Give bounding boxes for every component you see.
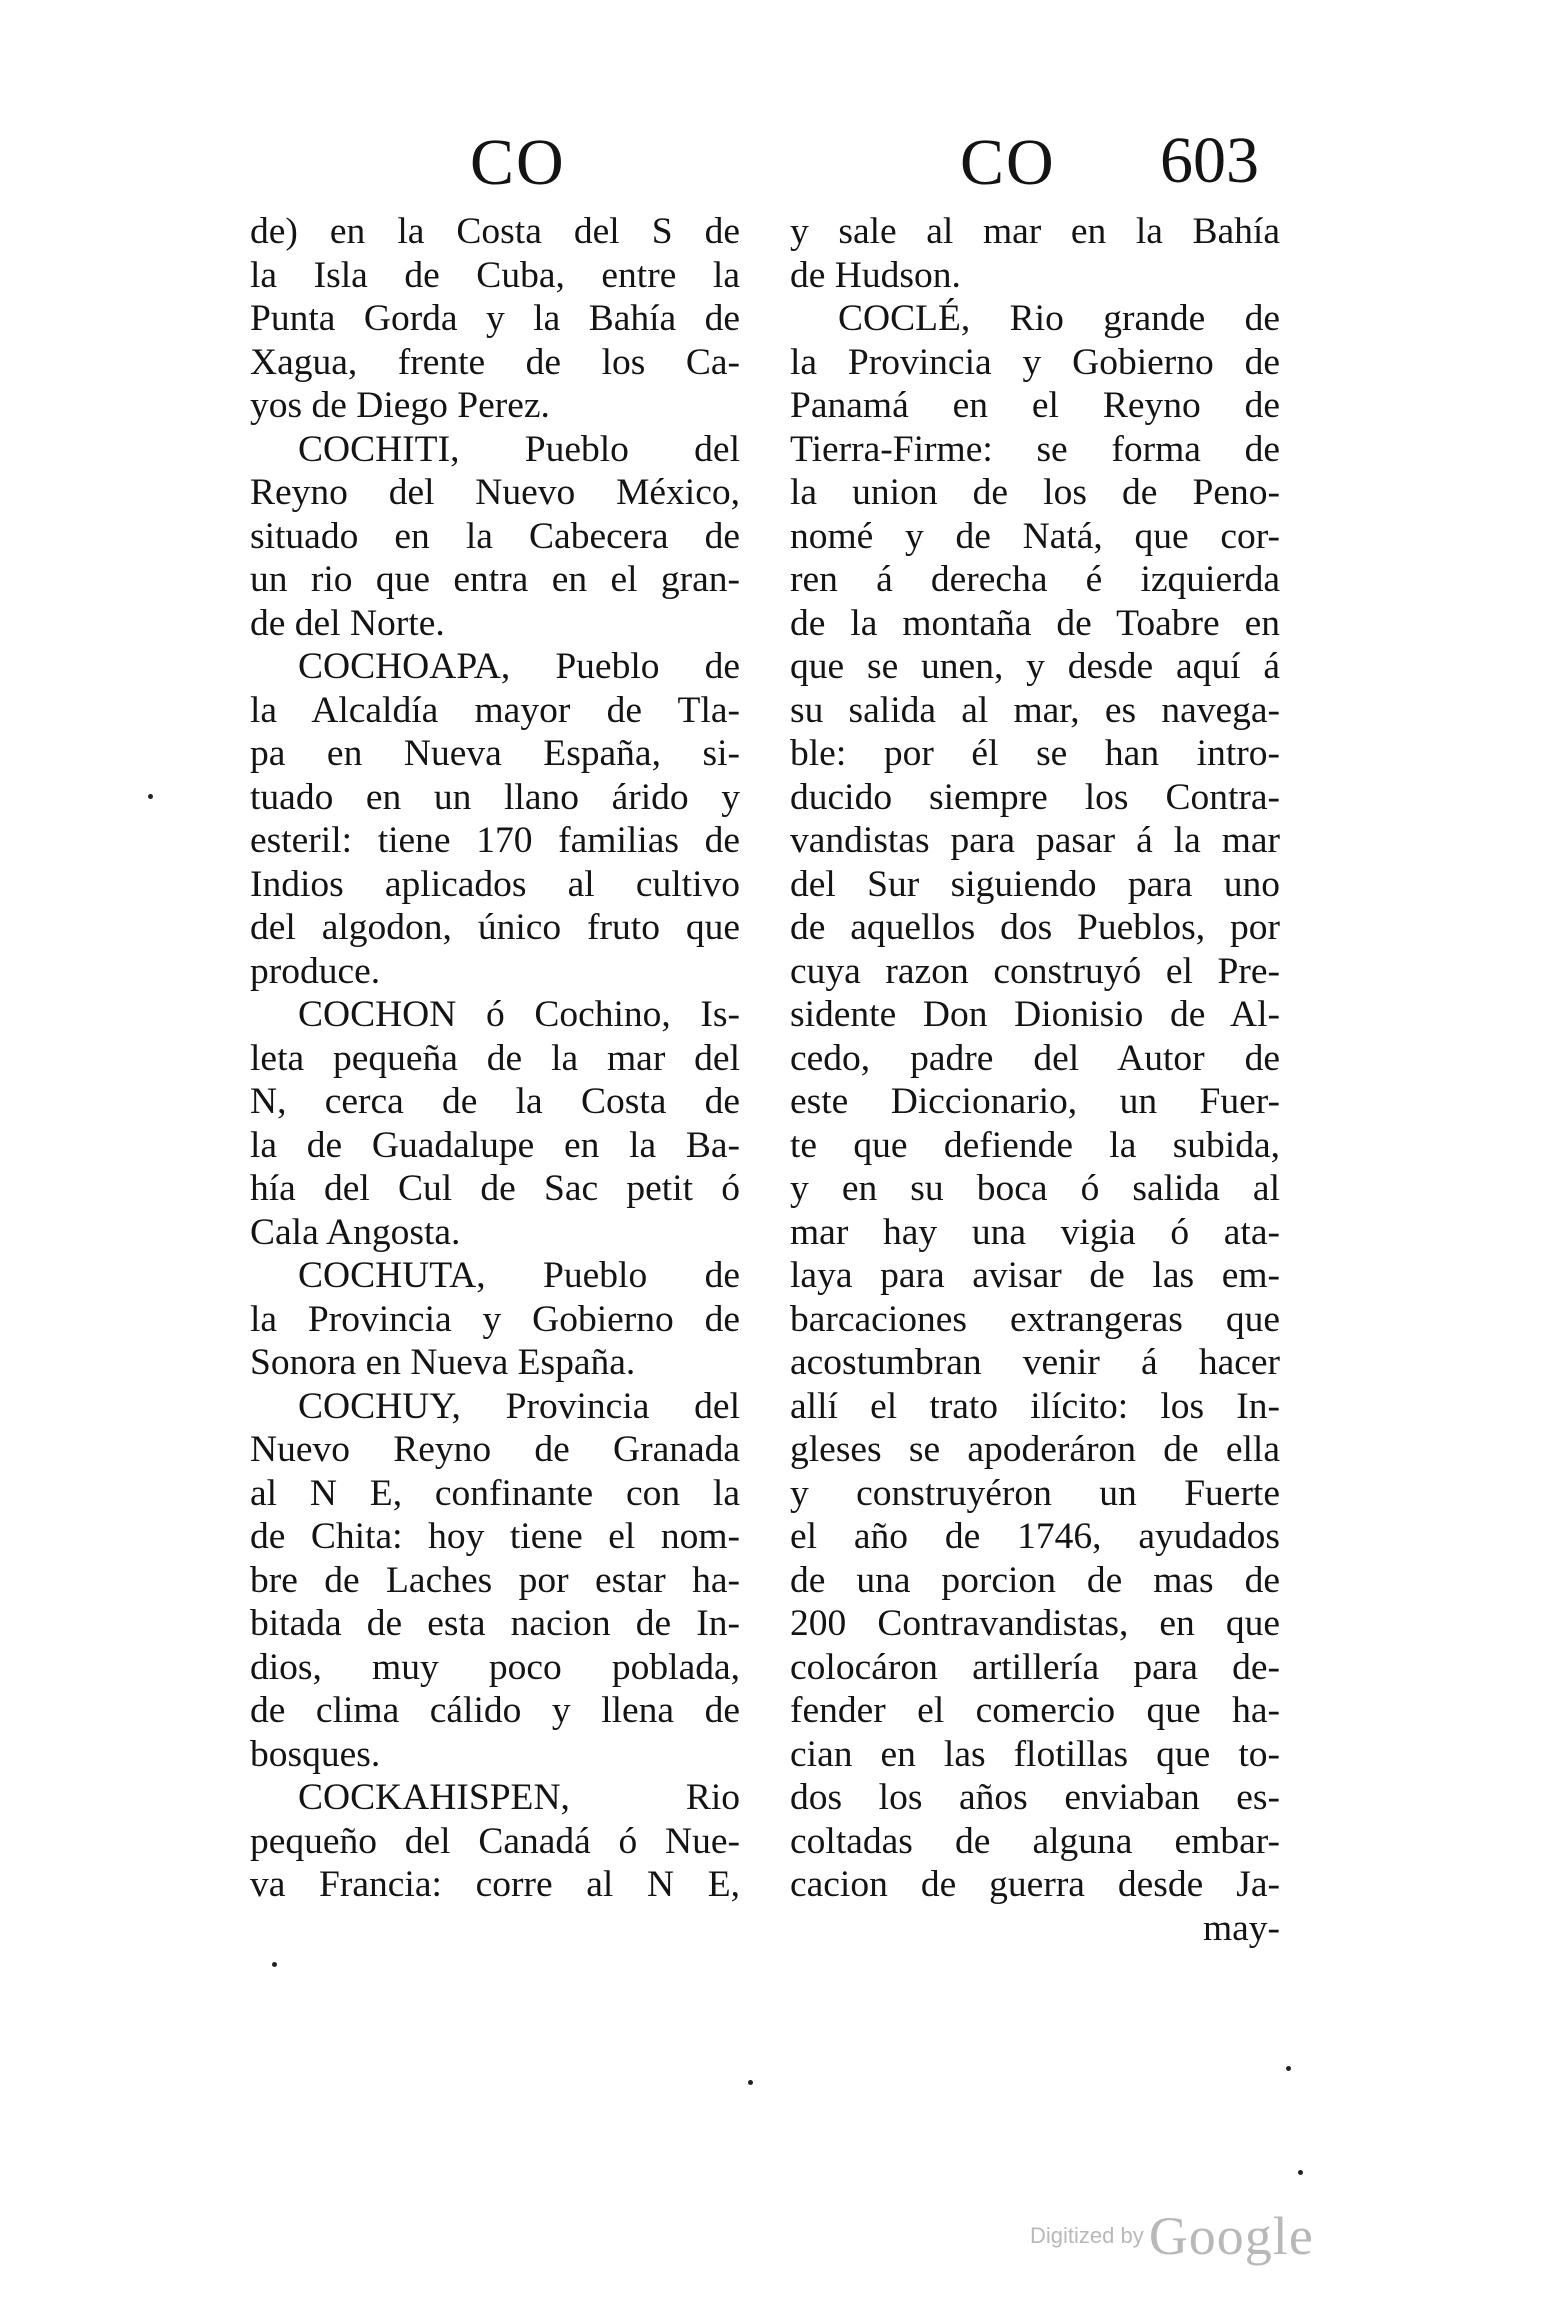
text-line: al N E, confinante con la [250, 1472, 740, 1514]
text-line: tuado en un llano árido y [250, 776, 740, 818]
catchword: may- [1202, 1907, 1280, 1949]
text-line: fender el comercio que ha- [790, 1690, 1280, 1731]
text-line: N, cerca de la Costa de [250, 1081, 740, 1122]
text-line: Tierra-Firme: se forma de [790, 428, 1280, 470]
text-line: bosques. [250, 1733, 381, 1775]
text-line: bitada de esta nacion de In- [250, 1603, 740, 1644]
text-line: de Chita: hoy tiene el nom- [250, 1516, 740, 1557]
watermark-brand: Google [1148, 2206, 1314, 2266]
print-speck [1286, 2066, 1291, 2071]
entry-start-line: COCKAHISPEN, Rio [298, 1777, 740, 1818]
text-line: cuya razon construyó el Pre- [790, 950, 1280, 992]
text-line: cedo, padre del Autor de [790, 1037, 1280, 1079]
print-speck [1298, 2170, 1303, 2175]
text-line: de clima cálido y llena de [250, 1690, 740, 1731]
text-line: 200 Contravandistas, en que [790, 1603, 1280, 1644]
text-line: dos los años enviaban es- [790, 1777, 1280, 1818]
text-line: de) en la Costa del S de [250, 211, 740, 252]
text-line: Punta Gorda y la Bahía de [250, 298, 740, 339]
text-line: la Provincia y Gobierno de [790, 341, 1280, 383]
text-line: allí el trato ilícito: los In- [790, 1385, 1280, 1427]
text-line: nomé y de Natá, que cor- [790, 515, 1280, 557]
text-line: la Alcaldía mayor de Tla- [250, 689, 740, 731]
print-speck [148, 794, 153, 799]
text-line: barcaciones extrangeras que [790, 1298, 1280, 1340]
text-line: de del Norte. [250, 602, 445, 644]
text-line: ble: por él se han intro- [790, 733, 1280, 774]
text-line: yos de Diego Perez. [250, 385, 550, 426]
text-line: de aquellos dos Pueblos, por [790, 907, 1280, 948]
text-line: Xagua, frente de los Ca- [250, 341, 740, 383]
text-line: la de Guadalupe en la Ba- [250, 1124, 740, 1166]
text-line: te que defiende la subida, [790, 1124, 1280, 1166]
text-line: colocáron artillería para de- [790, 1646, 1280, 1688]
left-text-column [250, 210, 740, 1907]
text-line: del algodon, único fruto que [250, 907, 740, 948]
entry-start-line: COCHUTA, Pueblo de [298, 1255, 740, 1296]
text-line: Panamá en el Reyno de [790, 385, 1280, 426]
entry-start-line: COCHUY, Provincia del [298, 1385, 740, 1427]
running-head-right: CO [960, 126, 1056, 199]
text-line: pa en Nueva España, si- [250, 733, 740, 774]
text-line: la Isla de Cuba, entre la [250, 254, 740, 296]
text-line: el año de 1746, ayudados [790, 1516, 1280, 1557]
entry-start-line: COCHOAPA, Pueblo de [298, 646, 740, 687]
entry-start-line: COCLÉ, Rio grande de [838, 298, 1280, 339]
text-line: ren á derecha é izquierda [790, 559, 1280, 600]
text-line: va Francia: corre al N E, [250, 1864, 740, 1905]
text-line: gleses se apoderáron de ella [790, 1429, 1280, 1470]
text-line: Reyno del Nuevo México, [250, 472, 740, 513]
text-line: esteril: tiene 170 familias de [250, 820, 740, 861]
text-line: leta pequeña de la mar del [250, 1037, 740, 1079]
text-line: Cala Angosta. [250, 1211, 461, 1253]
text-line: de una porcion de mas de [790, 1559, 1280, 1601]
text-line: ducido siempre los Contra- [790, 776, 1280, 818]
text-line: Nuevo Reyno de Granada [250, 1429, 740, 1470]
text-line: cian en las flotillas que to- [790, 1733, 1280, 1775]
text-line: la Provincia y Gobierno de [250, 1298, 740, 1340]
right-text-column [790, 210, 1280, 1950]
text-line: coltadas de alguna embar- [790, 1820, 1280, 1862]
text-line: acostumbran venir á hacer [790, 1342, 1280, 1383]
page-number: 603 [1160, 124, 1259, 197]
text-line: Sonora en Nueva España. [250, 1342, 636, 1383]
text-line: mar hay una vigia ó ata- [790, 1211, 1280, 1253]
text-line: de Hudson. [790, 254, 961, 296]
text-line: que se unen, y desde aquí á [790, 646, 1280, 687]
text-line: dios, muy poco poblada, [250, 1646, 740, 1688]
text-line: laya para avisar de las em- [790, 1255, 1280, 1296]
print-speck [748, 2080, 753, 2085]
text-line: sidente Don Dionisio de Al- [790, 994, 1280, 1035]
text-line: produce. [250, 950, 381, 992]
text-line: vandistas para pasar á la mar [790, 820, 1280, 861]
text-line: un rio que entra en el gran- [250, 559, 740, 600]
print-speck [272, 1962, 277, 1967]
text-line: pequeño del Canadá ó Nue- [250, 1820, 740, 1862]
watermark-prefix: Digitized by [1030, 2223, 1144, 2248]
digitized-watermark [1030, 2205, 1314, 2267]
text-line: hía del Cul de Sac petit ó [250, 1168, 740, 1209]
entry-start-line: COCHON ó Cochino, Is- [298, 994, 740, 1035]
text-line: Indios aplicados al cultivo [250, 863, 740, 905]
text-line: y en su boca ó salida al [790, 1168, 1280, 1209]
text-line: de la montaña de Toabre en [790, 602, 1280, 644]
text-line: del Sur siguiendo para uno [790, 863, 1280, 905]
text-line: y construyéron un Fuerte [790, 1472, 1280, 1514]
text-line: y sale al mar en la Bahía [790, 211, 1280, 252]
text-line: su salida al mar, es navega- [790, 689, 1280, 731]
running-head-left: CO [470, 126, 566, 199]
text-line: situado en la Cabecera de [250, 515, 740, 557]
text-line: este Diccionario, un Fuer- [790, 1081, 1280, 1122]
text-line: cacion de guerra desde Ja- [790, 1864, 1280, 1905]
entry-start-line: COCHITI, Pueblo del [298, 428, 740, 470]
text-line: la union de los de Peno- [790, 472, 1280, 513]
text-line: bre de Laches por estar ha- [250, 1559, 740, 1601]
